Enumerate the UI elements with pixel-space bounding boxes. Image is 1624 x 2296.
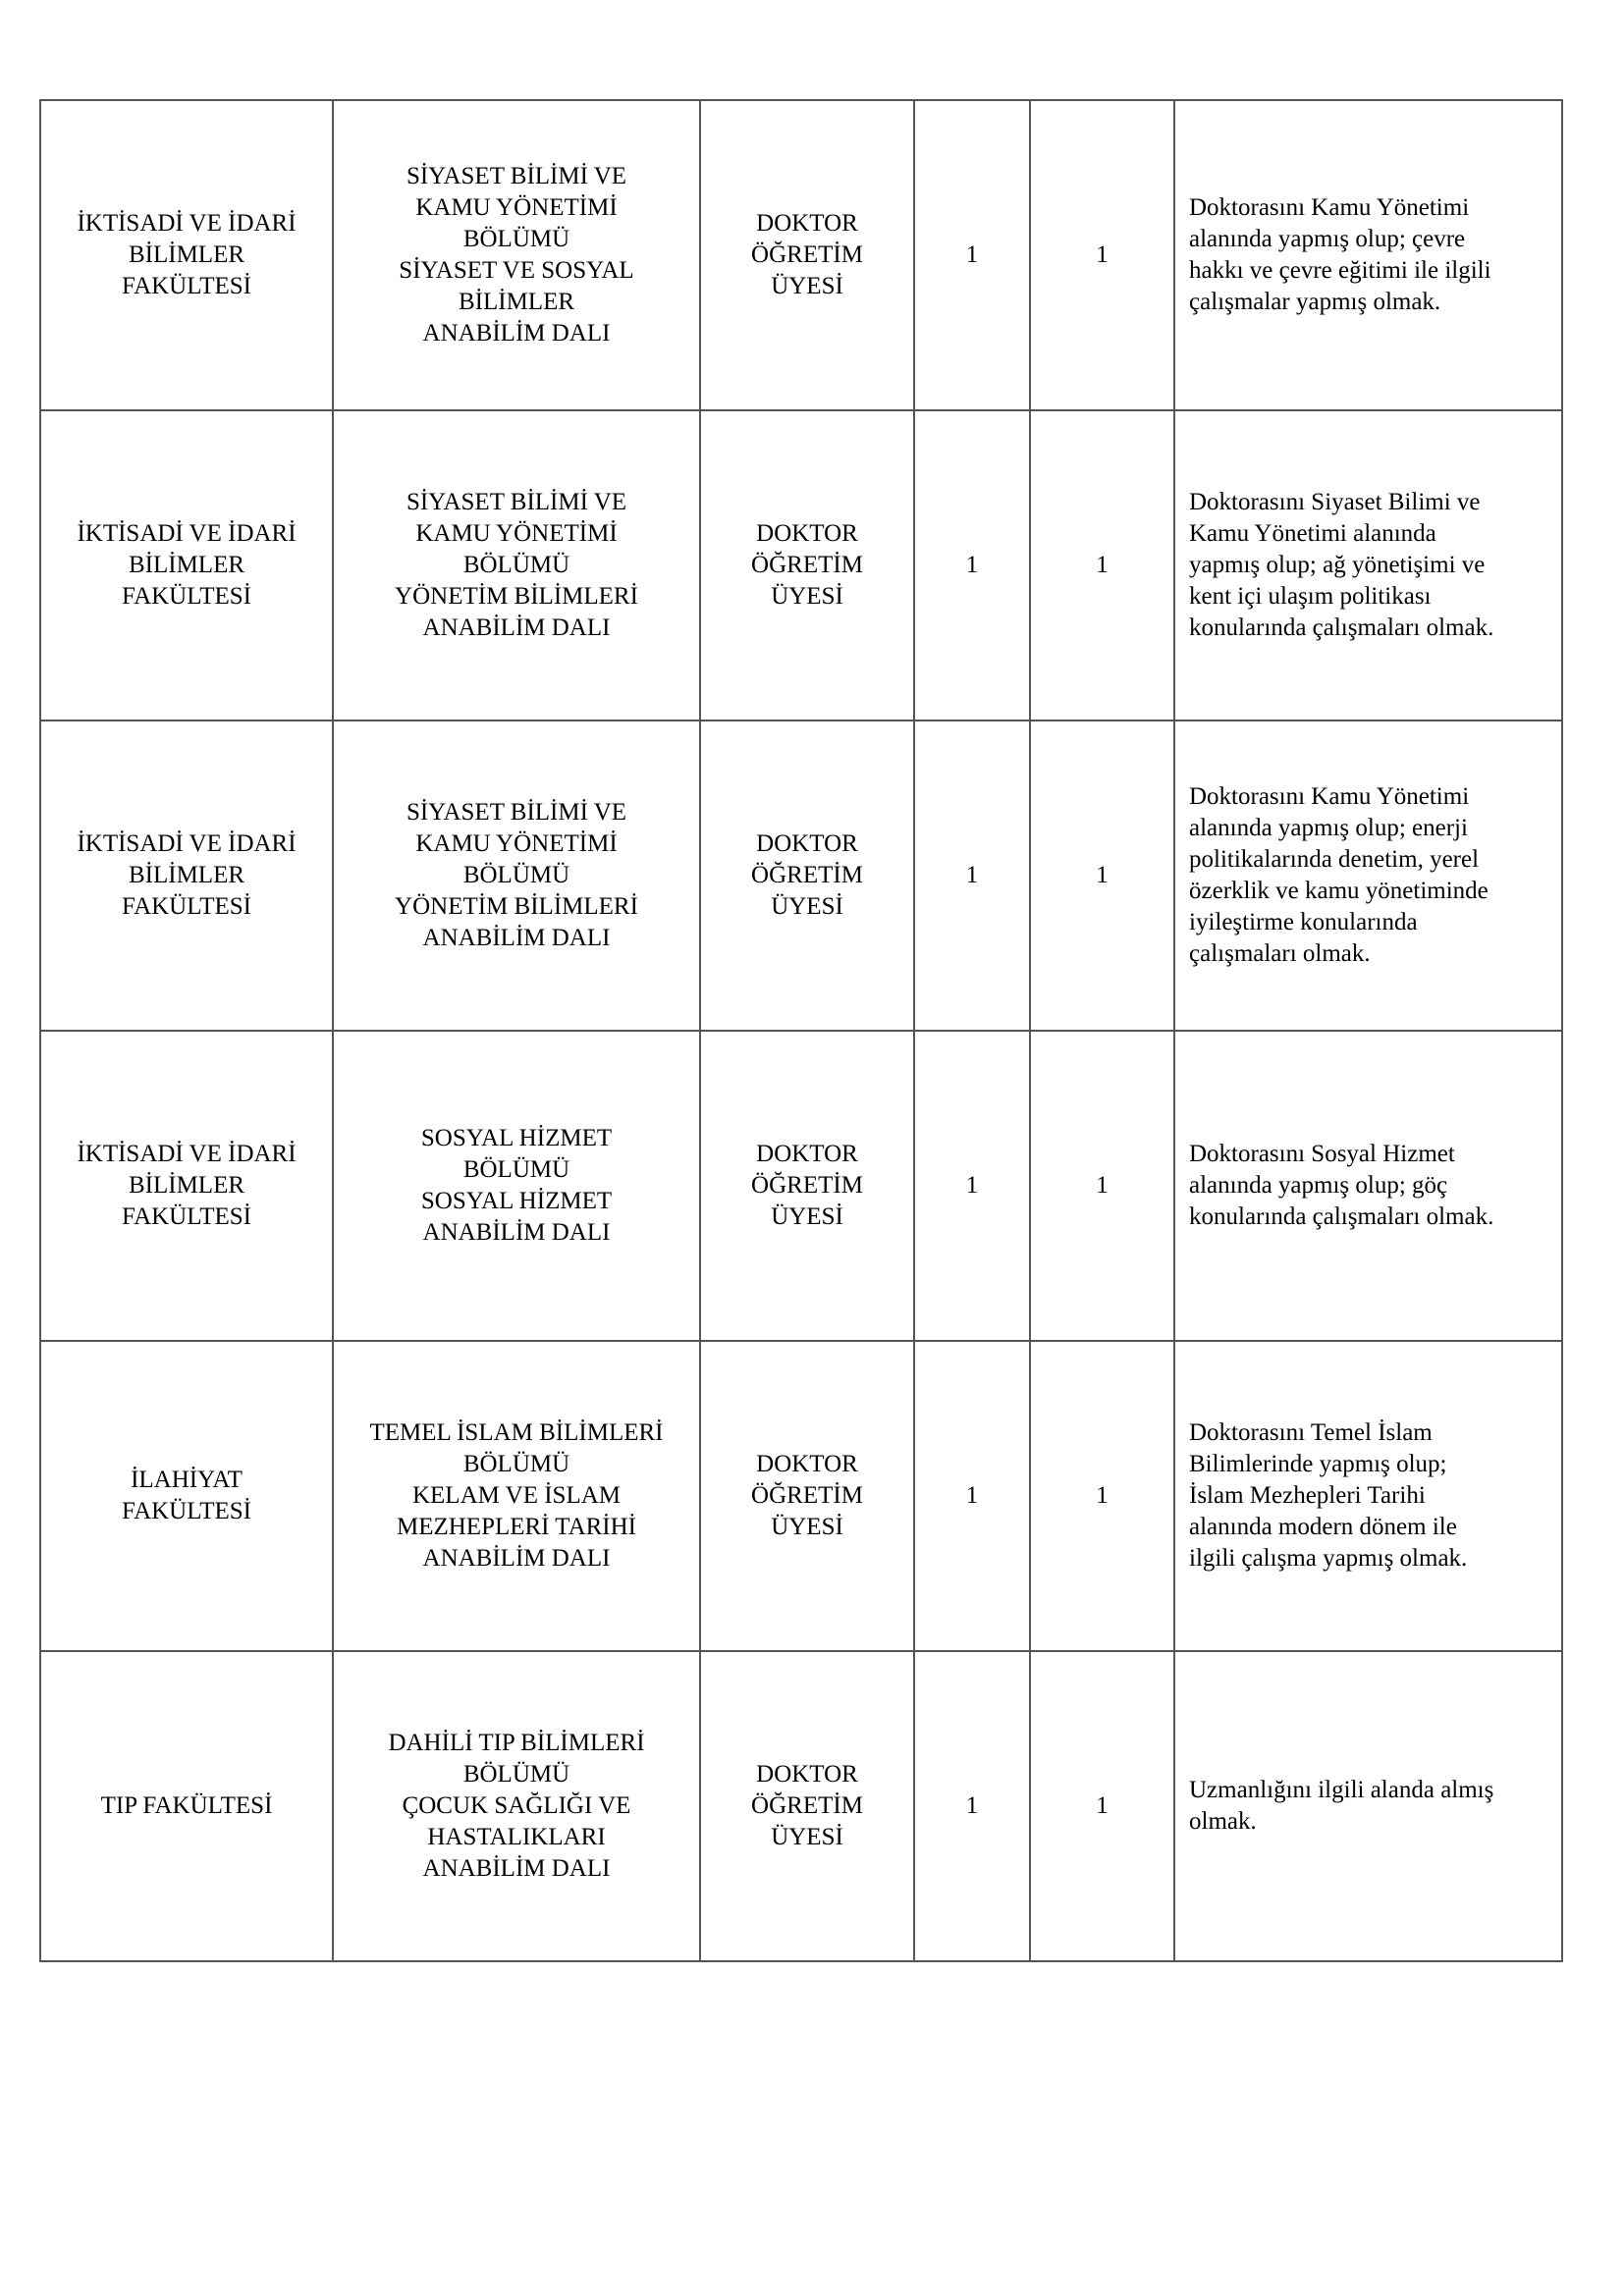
requirement-cell [1174, 1031, 1562, 1341]
faculty-cell-line: BİLİMLER [128, 862, 245, 888]
count-b-cell: 1 [1030, 1341, 1174, 1651]
faculty-cell-line: BİLİMLER [128, 552, 245, 578]
title-cell-line: DOKTOR [756, 830, 858, 857]
title-cell [700, 1651, 914, 1961]
department-cell-line: ANABİLİM DALI [422, 1545, 611, 1572]
title-cell-line: ÜYESİ [771, 1203, 843, 1230]
table-row [40, 721, 1562, 1031]
count-b-cell: 1 [1030, 1651, 1174, 1961]
title-cell-line: DOKTOR [756, 520, 858, 547]
department-cell [333, 410, 700, 721]
department-cell-line: DAHİLİ TIP BİLİMLERİ [388, 1730, 645, 1756]
department-cell-line: YÖNETİM BİLİMLERİ [395, 893, 638, 920]
requirement-cell-line: yapmış olup; ağ yönetişimi ve [1189, 552, 1486, 578]
title-cell-line: ÖĞRETİM [751, 862, 863, 888]
faculty-cell-line: TIP FAKÜLTESİ [100, 1792, 273, 1819]
requirement-cell-line: Doktorasını Sosyal Hizmet [1189, 1141, 1455, 1167]
department-cell-line: KAMU YÖNETİMİ [415, 520, 618, 547]
title-cell-line: ÜYESİ [771, 583, 843, 610]
department-cell-line: HASTALIKLARI [427, 1824, 606, 1850]
title-cell-line: ÜYESİ [771, 273, 843, 299]
title-cell-line: ÖĞRETİM [751, 1792, 863, 1819]
faculty-cell-line: İKTİSADİ VE İDARİ [77, 1141, 297, 1167]
department-cell-line: ANABİLİM DALI [422, 1219, 611, 1246]
title-cell-line: ÖĞRETİM [751, 241, 863, 268]
faculty-cell-line: BİLİMLER [128, 241, 245, 268]
table-row [40, 1341, 1562, 1651]
faculty-cell-line: FAKÜLTESİ [122, 583, 251, 610]
requirement-cell-line: İslam Mezhepleri Tarihi [1189, 1482, 1426, 1509]
requirement-cell-line: Doktorasını Siyaset Bilimi ve [1189, 489, 1481, 515]
requirement-cell-line: olmak. [1189, 1808, 1257, 1835]
department-cell-line: SOSYAL HİZMET [420, 1125, 613, 1151]
faculty-cell [40, 721, 333, 1031]
department-cell-line: SİYASET BİLİMİ VE [406, 163, 627, 189]
department-cell-line: SİYASET VE SOSYAL [399, 257, 634, 284]
requirement-cell-line: Doktorasını Temel İslam [1189, 1419, 1433, 1446]
title-cell-line: ÖĞRETİM [751, 1482, 863, 1509]
count-a-cell: 1 [914, 1651, 1030, 1961]
title-cell-line: DOKTOR [756, 1761, 858, 1788]
requirement-cell-line: Doktorasını Kamu Yönetimi [1189, 194, 1470, 221]
department-cell-line: SOSYAL HİZMET [420, 1188, 613, 1214]
requirement-cell [1174, 100, 1562, 410]
department-cell-line: KELAM VE İSLAM [411, 1482, 622, 1509]
department-cell-line: BÖLÜMÜ [462, 226, 570, 252]
department-cell-line: TEMEL İSLAM BİLİMLERİ [369, 1419, 664, 1446]
faculty-cell-line: BİLİMLER [128, 1172, 245, 1199]
title-cell-line: ÖĞRETİM [751, 552, 863, 578]
requirement-cell-line: kent içi ulaşım politikası [1189, 583, 1432, 610]
requirement-cell-line: çalışmaları olmak. [1189, 940, 1371, 967]
title-cell-line: ÜYESİ [771, 1824, 843, 1850]
department-cell-line: ANABİLİM DALI [422, 320, 611, 347]
department-cell-line: BÖLÜMÜ [462, 1156, 570, 1183]
requirement-cell [1174, 410, 1562, 721]
requirement-cell-line: alanında modern dönem ile [1189, 1514, 1457, 1540]
count-a-cell: 1 [914, 100, 1030, 410]
requirement-cell-line: Doktorasını Kamu Yönetimi [1189, 783, 1470, 810]
title-cell [700, 100, 914, 410]
title-cell-line: DOKTOR [756, 1451, 858, 1477]
count-b-cell: 1 [1030, 721, 1174, 1031]
department-cell [333, 100, 700, 410]
requirement-cell-line: Uzmanlığını ilgili alanda almış [1189, 1777, 1494, 1803]
requirement-cell-line: politikalarında denetim, yerel [1189, 846, 1480, 873]
faculty-cell-line: İKTİSADİ VE İDARİ [77, 830, 297, 857]
table-row [40, 410, 1562, 721]
faculty-cell-line: FAKÜLTESİ [122, 1498, 251, 1524]
count-b-cell: 1 [1030, 100, 1174, 410]
department-cell-line: SİYASET BİLİMİ VE [406, 489, 627, 515]
table-row [40, 1031, 1562, 1341]
title-cell-line: DOKTOR [756, 210, 858, 237]
requirement-cell-line: alanında yapmış olup; enerji [1189, 815, 1468, 841]
requirement-cell-line: alanında yapmış olup; çevre [1189, 226, 1466, 252]
department-cell-line: BİLİMLER [458, 289, 575, 315]
department-cell-line: MEZHEPLERİ TARİHİ [396, 1514, 637, 1540]
faculty-cell-line: İKTİSADİ VE İDARİ [77, 210, 297, 237]
department-cell [333, 721, 700, 1031]
title-cell [700, 1341, 914, 1651]
faculty-cell [40, 1341, 333, 1651]
table-row [40, 100, 1562, 410]
requirement-cell-line: konularında çalışmaları olmak. [1189, 614, 1494, 641]
count-a-cell: 1 [914, 721, 1030, 1031]
title-cell [700, 721, 914, 1031]
department-cell-line: ANABİLİM DALI [422, 925, 611, 951]
title-cell [700, 1031, 914, 1341]
requirement-cell-line: alanında yapmış olup; göç [1189, 1172, 1448, 1199]
title-cell-line: ÜYESİ [771, 893, 843, 920]
title-cell-line: ÖĞRETİM [751, 1172, 863, 1199]
title-cell-line: DOKTOR [756, 1141, 858, 1167]
department-cell-line: KAMU YÖNETİMİ [415, 194, 618, 221]
requirement-cell [1174, 1341, 1562, 1651]
faculty-cell-line: FAKÜLTESİ [122, 1203, 251, 1230]
count-b-cell: 1 [1030, 1031, 1174, 1341]
department-cell [333, 1341, 700, 1651]
title-cell-line: ÜYESİ [771, 1514, 843, 1540]
department-cell-line: ÇOCUK SAĞLIĞI VE [402, 1792, 631, 1819]
department-cell-line: SİYASET BİLİMİ VE [406, 799, 627, 826]
faculty-cell-line: FAKÜLTESİ [122, 893, 251, 920]
department-cell-line: ANABİLİM DALI [422, 614, 611, 641]
department-cell-line: KAMU YÖNETİMİ [415, 830, 618, 857]
requirement-cell-line: konularında çalışmaları olmak. [1189, 1203, 1494, 1230]
title-cell [700, 410, 914, 721]
requirement-cell [1174, 721, 1562, 1031]
department-cell-line: BÖLÜMÜ [462, 1451, 570, 1477]
faculty-cell-line: İKTİSADİ VE İDARİ [77, 520, 297, 547]
requirement-cell-line: çalışmalar yapmış olmak. [1189, 289, 1441, 315]
faculty-cell-line: FAKÜLTESİ [122, 273, 251, 299]
requirement-cell-line: Kamu Yönetimi alanında [1189, 520, 1436, 547]
faculty-cell [40, 410, 333, 721]
count-a-cell: 1 [914, 1031, 1030, 1341]
department-cell [333, 1651, 700, 1961]
department-cell-line: ANABİLİM DALI [422, 1855, 611, 1882]
table-row [40, 1651, 1562, 1961]
department-cell-line: BÖLÜMÜ [462, 1761, 570, 1788]
requirement-cell-line: hakkı ve çevre eğitimi ile ilgili [1189, 257, 1491, 284]
count-a-cell: 1 [914, 1341, 1030, 1651]
department-cell-line: YÖNETİM BİLİMLERİ [395, 583, 638, 610]
count-a-cell: 1 [914, 410, 1030, 721]
requirement-cell [1174, 1651, 1562, 1961]
faculty-cell-line: İLAHİYAT [131, 1467, 243, 1493]
department-cell [333, 1031, 700, 1341]
positions-table [39, 99, 1563, 1962]
requirement-cell-line: iyileştirme konularında [1189, 909, 1418, 935]
count-b-cell: 1 [1030, 410, 1174, 721]
requirement-cell-line: Bilimlerinde yapmış olup; [1189, 1451, 1447, 1477]
requirement-cell-line: özerklik ve kamu yönetiminde [1189, 878, 1489, 904]
faculty-cell [40, 1031, 333, 1341]
positions-table-body [40, 100, 1562, 1961]
requirement-cell-line: ilgili çalışma yapmış olmak. [1189, 1545, 1468, 1572]
department-cell-line: BÖLÜMÜ [462, 552, 570, 578]
faculty-cell [40, 1651, 333, 1961]
faculty-cell [40, 100, 333, 410]
department-cell-line: BÖLÜMÜ [462, 862, 570, 888]
